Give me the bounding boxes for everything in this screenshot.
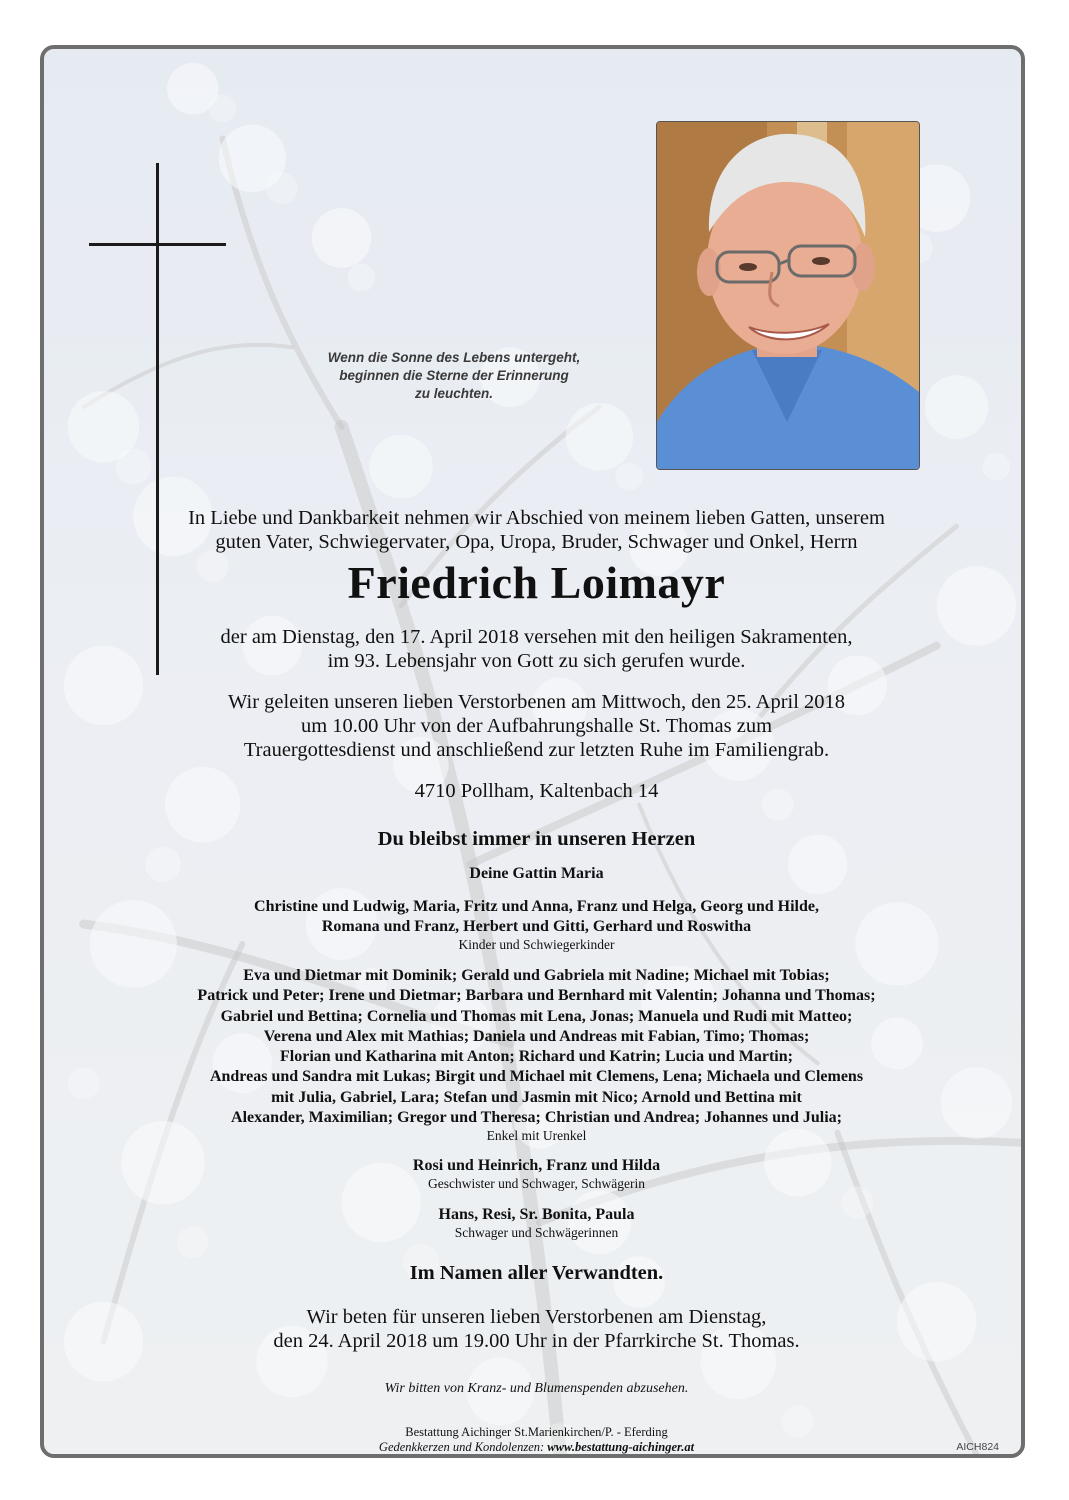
death-line: der am Dienstag, den 17. April 2018 versehen mit den heiligen Sakramenten, bbox=[220, 626, 853, 648]
flowers-note: Wir bitten von Kranz- und Blumenspenden abzusehen. bbox=[384, 1381, 689, 1396]
children-relation: Kinder und Schwiegerkinder bbox=[458, 937, 615, 952]
prayer-line: den 24. April 2018 um 19.00 Uhr in der Pfarrkirche St. Thomas. bbox=[273, 1330, 800, 1352]
funeral-line: Wir geleiten unseren lieben Verstorbenen am Mittwoch, den 25. April 2018 bbox=[227, 691, 846, 713]
funeral-line: um 10.00 Uhr von der Aufbahrungshalle St. Thomas zum bbox=[300, 715, 773, 737]
document-code: AICH824 bbox=[956, 1441, 999, 1453]
funeral-info bbox=[44, 690, 1025, 762]
condolence-info bbox=[44, 1440, 1025, 1455]
in-laws-names: Hans, Resi, Sr. Bonita, Paula bbox=[438, 1206, 635, 1223]
grandchildren-line: Andreas und Sandra mit Lukas; Birgit und Michael mit Clemens, Lena; Michaela und Clemens bbox=[209, 1068, 864, 1086]
children-line: Christine und Ludwig, Maria, Fritz und Anna, Franz und Helga, Georg und Hilde, bbox=[254, 898, 819, 915]
website-link[interactable]: www.bestattung-aichinger.at bbox=[547, 1440, 695, 1454]
closing-line: Im Namen aller Verwandten. bbox=[409, 1262, 664, 1284]
children-group bbox=[44, 897, 1025, 953]
intro-text bbox=[44, 506, 1025, 554]
address: 4710 Pollham, Kaltenbach 14 bbox=[414, 780, 659, 802]
quote-line: zu leuchten. bbox=[414, 386, 493, 401]
grandchildren-line: Alexander, Maximilian; Gregor und Theresa; Christian und Andrea; Johannes und Julia; bbox=[231, 1109, 842, 1127]
undertaker-name: Bestattung Aichinger St.Marienkirchen/P. - Eferding bbox=[405, 1425, 668, 1439]
quote-line: beginnen die Sterne der Erinnerung bbox=[339, 368, 569, 383]
deceased-name: Friedrich Loimayr bbox=[347, 557, 726, 608]
spouse-name: Deine Gattin Maria bbox=[469, 865, 604, 882]
grandchildren-line: Eva und Dietmar mit Dominik; Gerald und Gabriela mit Nadine; Michael mit Tobias; bbox=[243, 967, 830, 984]
portrait-photo bbox=[656, 121, 920, 470]
cross-horizontal bbox=[89, 243, 226, 246]
prayer-info bbox=[44, 1305, 1025, 1353]
grandchildren-relation: Enkel mit Urenkel bbox=[486, 1128, 587, 1144]
siblings-names: Rosi und Heinrich, Franz und Hilda bbox=[412, 1157, 661, 1174]
death-line: im 93. Lebensjahr von Gott zu sich gerufen wurde. bbox=[327, 650, 746, 672]
grandchildren-group bbox=[44, 966, 1025, 1144]
motto: Du bleibst immer in unseren Herzen bbox=[377, 828, 696, 850]
grandchildren-line: Florian und Katharina mit Anton; Richard und Katrin; Lucia und Martin; bbox=[280, 1048, 793, 1066]
grandchildren-line: Verena und Alex mit Mathias; Daniela und Andreas mit Fabian, Timo; Thomas; bbox=[263, 1027, 810, 1045]
children-line: Romana und Franz, Herbert und Gitti, Gerhard und Roswitha bbox=[321, 918, 752, 935]
in-laws-relation: Schwager und Schwägerinnen bbox=[454, 1225, 619, 1240]
siblings-group bbox=[44, 1156, 1025, 1192]
quote-line: Wenn die Sonne des Lebens untergeht, bbox=[327, 350, 581, 365]
grandchildren-line: mit Julia, Gabriel, Lara; Stefan und Jasmin mit Nico; Arnold und Bettina mit bbox=[271, 1088, 802, 1106]
death-notice bbox=[44, 625, 1025, 673]
grandchildren-line: Gabriel und Bettina; Cornelia und Thomas mit Lena, Jonas; Manuela und Rudi mit Matteo; bbox=[220, 1007, 853, 1025]
condolence-label: Gedenkkerzen und Kondolenzen: bbox=[378, 1440, 545, 1454]
siblings-relation: Geschwister und Schwager, Schwägerin bbox=[428, 1176, 645, 1191]
prayer-line: Wir beten für unseren lieben Verstorbenen am Dienstag, bbox=[306, 1306, 767, 1328]
intro-line: guten Vater, Schwiegervater, Opa, Uropa, Bruder, Schwager und Onkel, Herrn bbox=[215, 531, 858, 553]
in-laws-group bbox=[44, 1205, 1025, 1241]
intro-line: In Liebe und Dankbarkeit nehmen wir Abschied von meinem lieben Gatten, unserem bbox=[188, 507, 885, 529]
memorial-quote bbox=[284, 349, 624, 403]
obituary-card bbox=[40, 45, 1025, 1458]
funeral-line: Trauergottesdienst und anschließend zur letzten Ruhe im Familiengrab. bbox=[243, 739, 830, 761]
grandchildren-line: Patrick und Peter; Irene und Dietmar; Barbara und Bernhard mit Valentin; Johanna und Thomas; bbox=[197, 987, 876, 1005]
